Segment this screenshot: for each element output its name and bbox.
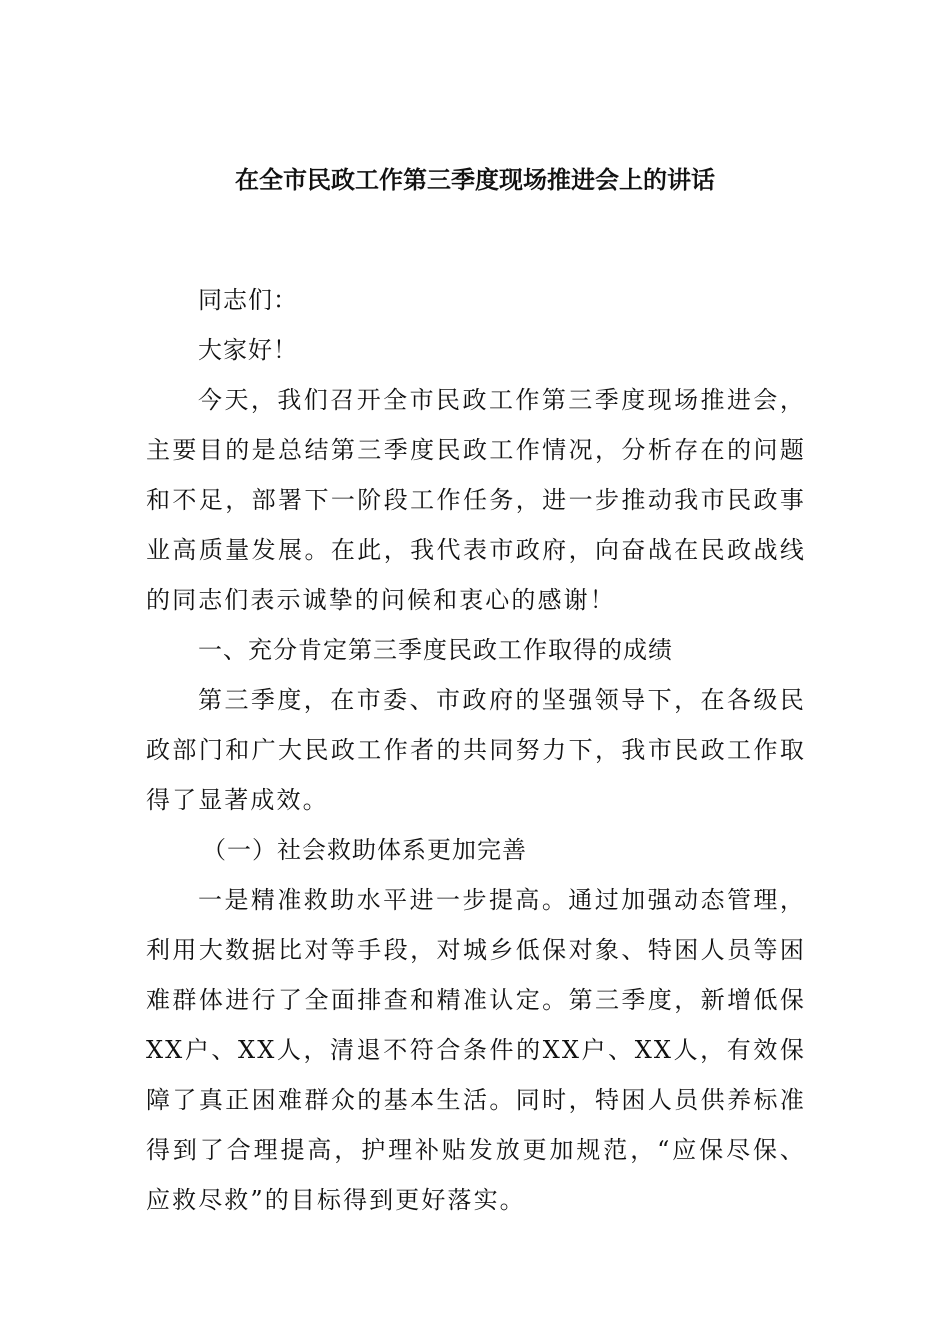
section-1-paragraph: 第三季度，在市委、市政府的坚强领导下，在各级民政部门和广大民政工作者的共同努力下，我市民政工作取得了显著成效。 (146, 686, 806, 814)
section-heading-1: 一、充分肯定第三季度民政工作取得的成绩 (198, 636, 673, 664)
document-title: 在全市民政工作第三季度现场推进会上的讲话 (235, 166, 715, 194)
salutation: 同志们： (198, 286, 298, 314)
greeting: 大家好！ (198, 336, 298, 364)
subsection-heading-1: （一）社会救助体系更加完善 (202, 836, 527, 864)
document-body (146, 275, 806, 1225)
subsection-1-paragraph: 一是精准救助水平进一步提高。通过加强动态管理，利用大数据比对等手段，对城乡低保对象、特困人员等困难群体进行了全面排查和精准认定。第三季度，新增低保XX户、XX人，清退不符合条件的XX户、XX人，有效保障了真正困难群众的基本生活。同时，特困人员供养标准得到了合理提高，护理补贴发放更加规范，“应保尽保、应救尽救”的目标得到更好落实。 (146, 886, 806, 1214)
intro-paragraph: 今天，我们召开全市民政工作第三季度现场推进会，主要目的是总结第三季度民政工作情况，分析存在的问题和不足，部署下一阶段工作任务，进一步推动我市民政事业高质量发展。在此，我代表市政府，向奋战在民政战线的同志们表示诚挚的问候和衷心的感谢！ (146, 386, 806, 614)
